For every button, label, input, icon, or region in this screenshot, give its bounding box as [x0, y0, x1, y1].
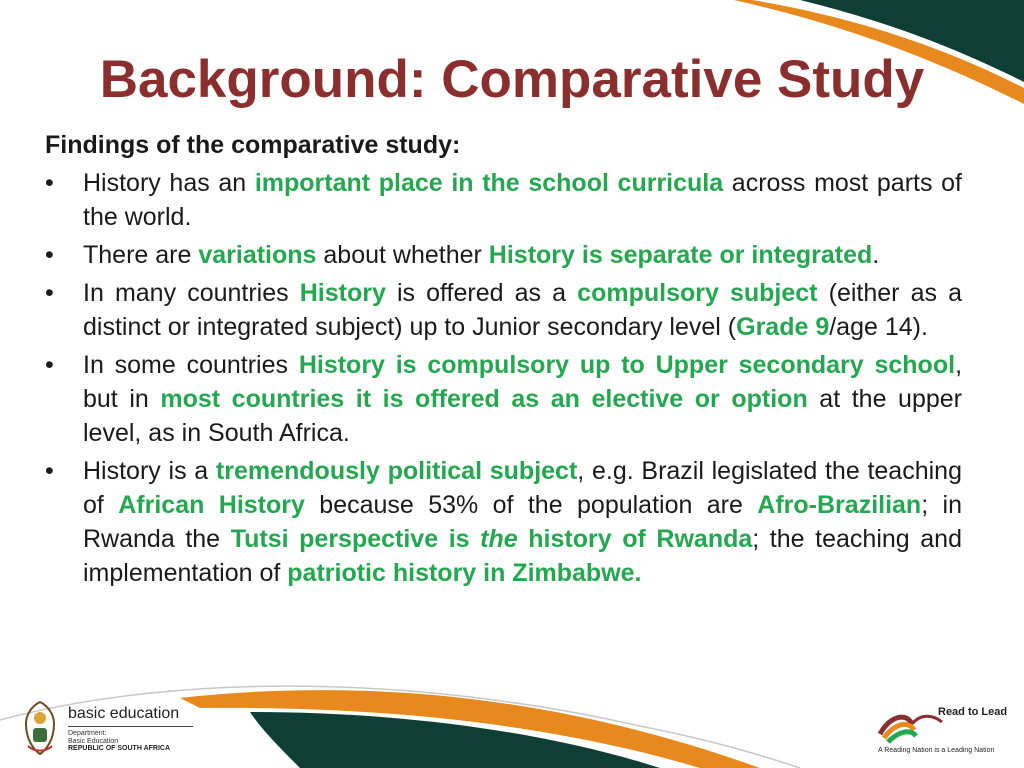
open-book-icon [876, 704, 946, 746]
bullet-item [45, 348, 962, 450]
highlighted-text: Tutsi perspective is [230, 525, 481, 553]
bullet-item [45, 276, 962, 344]
highlighted-text: history of Rwanda [517, 525, 753, 553]
body-text: , e.g. Brazil legislated the teaching of [83, 457, 962, 519]
bullet-marker: • [45, 279, 54, 307]
body-text: History is a [83, 457, 216, 485]
highlighted-text: variations [198, 241, 317, 269]
bullet-marker: • [45, 457, 54, 485]
bullet-marker: • [45, 351, 54, 379]
body-text: There are [83, 241, 199, 269]
department-logo [20, 698, 195, 758]
body-text: across most parts of the world. [83, 169, 962, 231]
coat-of-arms-icon [20, 700, 60, 756]
read-to-lead-title: Read to Lead [938, 706, 1008, 718]
body-text: at the upper level, as in South Africa. [83, 385, 962, 447]
bullet-item [45, 166, 962, 234]
slide-title: Background: Comparative Study [99, 50, 925, 109]
bullet-list [45, 166, 962, 590]
subheading: Findings of the comparative study: [45, 131, 461, 159]
highlighted-text: Grade 9 [736, 313, 830, 341]
body-text: (either as a distinct or integrated subject) up to Junior secondary level ( [83, 279, 963, 341]
body-text: In many countries [83, 279, 300, 307]
body-text: about whether [316, 241, 489, 269]
highlighted-text: the [480, 525, 518, 553]
highlighted-text: History [299, 279, 386, 307]
highlighted-text: most countries it is offered as an elective or option [160, 385, 808, 413]
bullet-marker: • [45, 169, 54, 197]
highlighted-text: History is compulsory up to Upper secondary school [298, 351, 956, 379]
body-text: ; in Rwanda the [83, 491, 962, 553]
highlighted-text: compulsory subject [577, 279, 818, 307]
body-text: because 53% of the population are [304, 491, 758, 519]
highlighted-text: tremendously political subject [215, 457, 578, 485]
body-text: is offered as a [385, 279, 578, 307]
bullet-marker: • [45, 241, 54, 269]
body-text: History has an [83, 169, 255, 197]
bullet-item [45, 238, 962, 272]
body-text: /age 14). [829, 313, 928, 341]
highlighted-text: African History [118, 491, 305, 519]
country-label: REPUBLIC OF SOUTH AFRICA [68, 745, 171, 752]
department-label: Department: Basic Education [68, 730, 119, 745]
brand-name: basic education [68, 705, 180, 722]
bullet-item [45, 454, 962, 590]
body-text: , but in [83, 351, 963, 413]
body-text: . [872, 241, 880, 269]
read-to-lead-tagline: A Reading Nation is a Leading Nation [878, 747, 995, 754]
body-text: In some countries [83, 351, 299, 379]
body-text: ; the teaching and implementation of [83, 525, 962, 587]
highlighted-text: Afro-Brazilian [757, 491, 922, 519]
read-to-lead-logo [872, 700, 1012, 762]
highlighted-text: important place in the school curricula [254, 169, 724, 197]
highlighted-text: patriotic history in Zimbabwe. [287, 559, 642, 587]
highlighted-text: History is separate or integrated [488, 241, 873, 269]
brand-divider [68, 726, 193, 727]
slide-content [45, 128, 962, 594]
